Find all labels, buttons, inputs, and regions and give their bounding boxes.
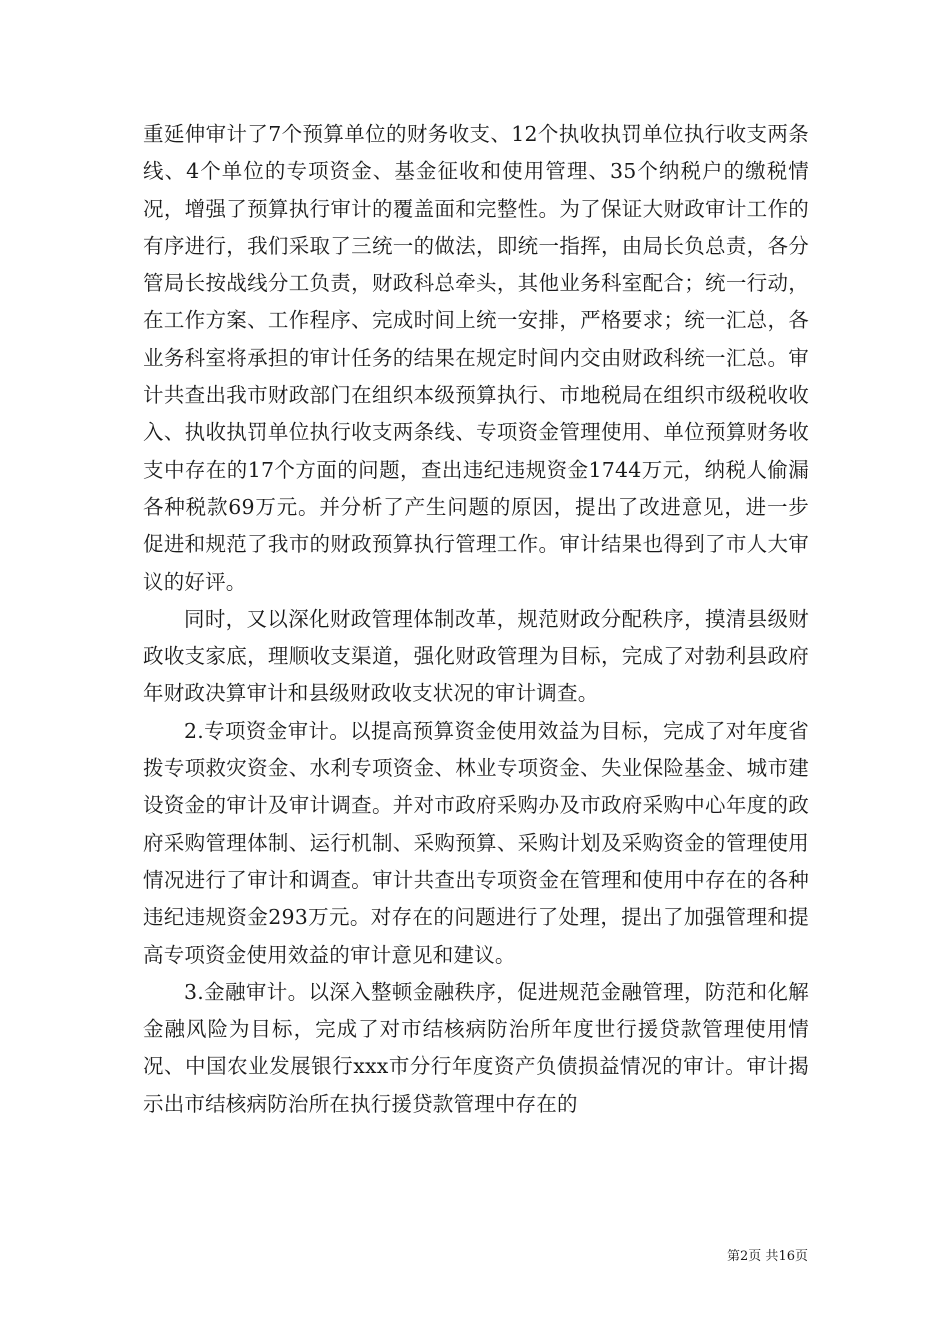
footer-total-pages: 16 xyxy=(778,1249,795,1264)
footer-current-page: 2 xyxy=(740,1249,749,1264)
paragraph-budget-audit-continued: 重延伸审计了7个预算单位的财务收支、12个执收执罚单位执行收支两条线、4个单位的专项资金、基金征收和使用管理、35个纳税户的缴税情况，增强了预算执行审计的覆盖面和完整性。为了保证大财政审计工作的有序进行，我们采取了三统一的做法，即统一指挥，由局长负总责，各分管局长按战线分工负责，财政科总牵头，其他业务科室配合；统一行动，在工作方案、工作程序、完成时间上统一安排，严格要求；统一汇总，各业务科室将承担的审计任务的结果在规定时间内交由财政科统一汇总。审计共查出我市财政部门在组织本级预算执行、市地税局在组织市级税收收入、执收执罚单位执行收支两条线、专项资金管理使用、单位预算财务收支中存在的17个方面的问题，查出违纪违规资金1744万元，纳税人偷漏各种税款69万元。并分析了产生问题的原因，提出了改进意见，进一步促进和规范了我市的财政预算执行管理工作。审计结果也得到了市人大审议的好评。 xyxy=(143,122,809,594)
paragraph-financial-audit: 3.金融审计。以深入整顿金融秩序，促进规范金融管理，防范和化解金融风险为目标，完成了对市结核病防治所年度世行援贷款管理使用情况、中国农业发展银行xxx市分行年度资产负债损益情况的审计。审计揭示出市结核病防治所在执行援贷款管理中存在的 xyxy=(143,979,809,1116)
page-number-footer xyxy=(727,1248,808,1266)
footer-prefix: 第 xyxy=(727,1249,741,1264)
footer-suffix: 页 xyxy=(794,1249,808,1264)
document-body xyxy=(143,116,809,1123)
paragraph-special-funds-audit: 2.专项资金审计。以提高预算资金使用效益为目标，完成了对年度省拨专项救灾资金、水利专项资金、林业专项资金、失业保险基金、城市建设资金的审计及审计调查。并对市政府采购办及市政府采购中心年度的政府采购管理体制、运行机制、采购预算、采购计划及采购资金的管理使用情况进行了审计和调查。审计共查出专项资金在管理和使用中存在的各种违纪违规资金293万元。对存在的问题进行了处理，提出了加强管理和提高专项资金使用效益的审计意见和建议。 xyxy=(143,718,809,967)
footer-middle: 页 共 xyxy=(748,1249,779,1264)
paragraph-county-finance-audit: 同时，又以深化财政管理体制改革，规范财政分配秩序，摸清县级财政收支家底，理顺收支渠道，强化财政管理为目标，完成了对勃利县政府年财政决算审计和县级财政收支状况的审计调查。 xyxy=(143,606,809,706)
